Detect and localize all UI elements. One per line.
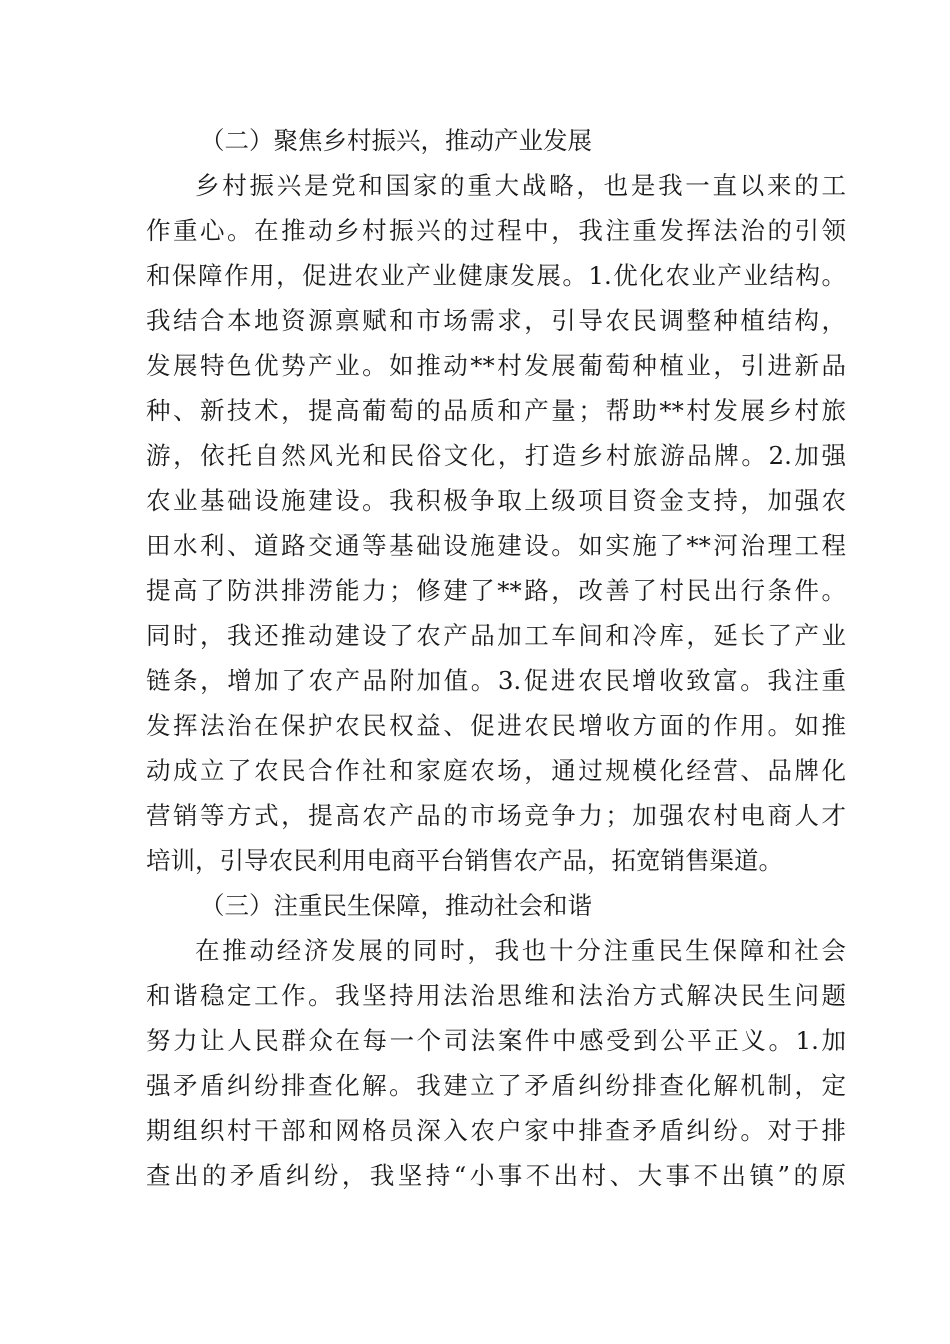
paragraph-line: 乡村振兴是党和国家的重大战略，也是我一直以来的工: [195, 171, 846, 200]
paragraph-line: 作重心。在推动乡村振兴的过程中，我注重发挥法治的引领: [146, 216, 846, 245]
paragraph-line: 努力让人民群众在每一个司法案件中感受到公平正义。1.加: [146, 1026, 846, 1055]
paragraph-line: 发挥法治在保护农民权益、促进农民增收方面的作用。如推: [146, 711, 846, 740]
paragraph-line: 在推动经济发展的同时，我也十分注重民生保障和社会: [195, 936, 846, 965]
paragraph-line: 田水利、道路交通等基础设施建设。如实施了**河治理工程: [146, 531, 846, 560]
paragraph-line: 链条，增加了农产品附加值。3.促进农民增收致富。我注重: [146, 666, 846, 695]
paragraph-line: 查出的矛盾纠纷，我坚持“小事不出村、大事不出镇”的原: [146, 1161, 846, 1190]
paragraph-line: 提高了防洪排涝能力；修建了**路，改善了村民出行条件。: [146, 576, 846, 605]
paragraph-line: 和谐稳定工作。我坚持用法治思维和法治方式解决民生问题: [146, 981, 846, 1010]
section-heading-3: （三）注重民生保障，推动社会和谐: [200, 891, 592, 920]
paragraph-line: 动成立了农民合作社和家庭农场，通过规模化经营、品牌化: [146, 756, 846, 785]
paragraph-line: 强矛盾纠纷排查化解。我建立了矛盾纠纷排查化解机制，定: [146, 1071, 846, 1100]
paragraph-line: 农业基础设施建设。我积极争取上级项目资金支持，加强农: [146, 486, 846, 515]
section-heading-2: （二）聚焦乡村振兴，推动产业发展: [200, 126, 592, 155]
paragraph-line: 我结合本地资源禀赋和市场需求，引导农民调整种植结构，: [146, 306, 846, 335]
document-body: [146, 118, 846, 1198]
paragraph-line: 种、新技术，提高葡萄的品质和产量；帮助**村发展乡村旅: [146, 396, 846, 425]
paragraph-line: 和保障作用，促进农业产业健康发展。1.优化农业产业结构。: [146, 261, 846, 290]
paragraph-line: 期组织村干部和网格员深入农户家中排查矛盾纠纷。对于排: [146, 1116, 846, 1145]
paragraph-line: 同时，我还推动建设了农产品加工车间和冷库，延长了产业: [146, 621, 846, 650]
paragraph-line: 培训，引导农民利用电商平台销售农产品，拓宽销售渠道。: [146, 846, 783, 875]
paragraph-line: 游，依托自然风光和民俗文化，打造乡村旅游品牌。2.加强: [146, 441, 846, 470]
paragraph-line: 营销等方式，提高农产品的市场竞争力；加强农村电商人才: [146, 801, 846, 830]
paragraph-line: 发展特色优势产业。如推动**村发展葡萄种植业，引进新品: [146, 351, 846, 380]
